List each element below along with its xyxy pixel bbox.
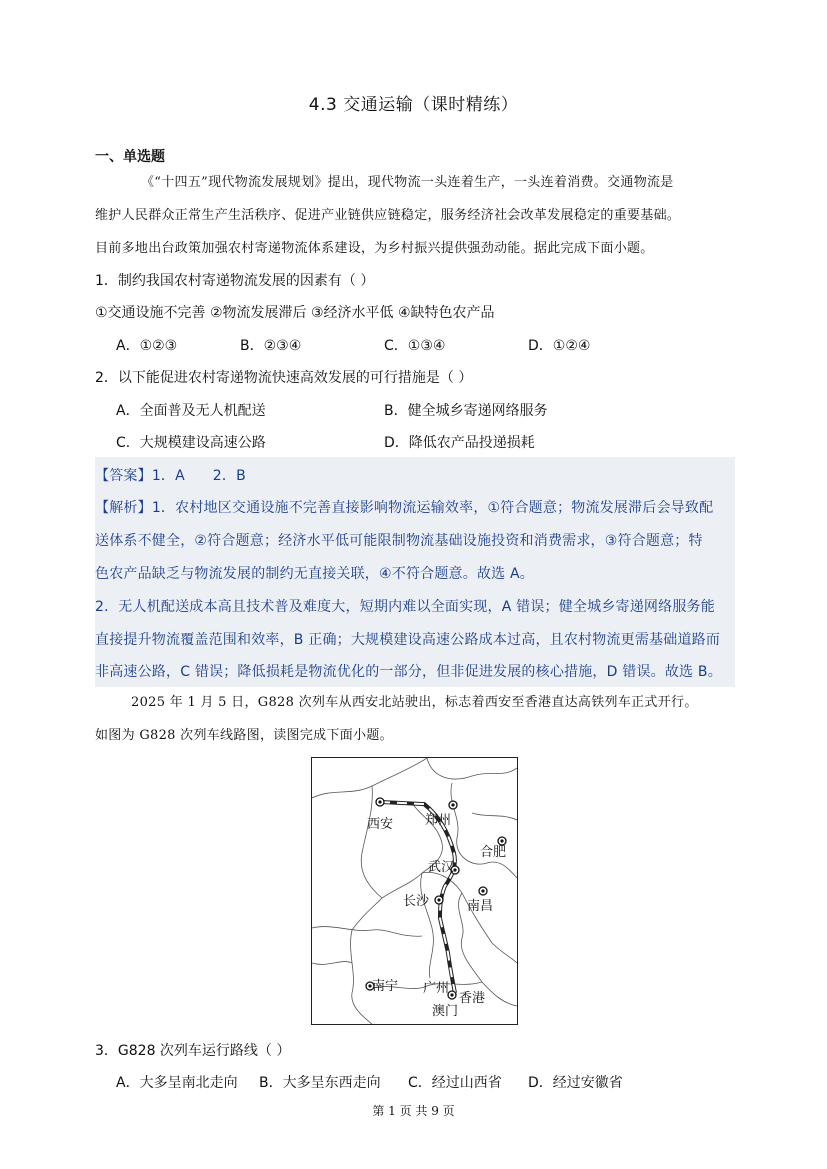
intro-line: 《“十四五”现代物流发展规划》提出，现代物流一头连着生产，一头连着消费。交通物流是 [141,175,674,190]
city-label-changsha: 长沙 [403,894,430,909]
q2-option-d[interactable]: D．降低农产品投递损耗 [384,435,535,451]
q2-option-b[interactable]: B．健全城乡寄递网络服务 [384,403,548,419]
q3-option-a[interactable]: A．大多呈南北走向 [116,1075,238,1091]
analysis-line: 2．无人机配送成本高且技术普及难度大，短期内难以全面实现，A 错误；健全城乡寄递网络服务能 [95,599,715,615]
q3-option-b[interactable]: B．大多呈东西走向 [259,1075,381,1091]
question-1-items: ①交通设施不完善 ②物流发展滞后 ③经济水平低 ④缺特色农产品 [95,305,495,321]
city-label-zhengzhou: 郑州 [425,813,452,828]
q2-option-c[interactable]: C．大规模建设高速公路 [116,435,266,451]
answer-line [95,465,735,485]
city-label-guangzhou: 广州 [423,981,450,996]
question-1-stem: 1．制约我国农村寄递物流发展的因素有（ ） [95,273,375,289]
q3-option-c[interactable]: C．经过山西省 [408,1075,502,1091]
answer-tag: 【答案】 [95,468,152,484]
analysis-tag: 【解析】 [95,500,152,516]
q2-option-a[interactable]: A．全面普及无人机配送 [116,403,266,419]
q3-option-d[interactable]: D．经过安徽省 [528,1075,623,1091]
intro-line: 维护人民群众正常生产生活秩序、促进产业链供应链稳定，服务经济社会改革发展稳定的重要基础。 [95,208,681,223]
analysis-line: 色农产品缺乏与物流发展的制约无直接关联，④不符合题意。故选 A。 [95,566,534,582]
city-label-nanning: 南宁 [372,979,399,994]
question-2-stem: 2．以下能促进农村寄递物流快速高效发展的可行措施是（ ） [95,370,473,386]
city-label-macau: 澳门 [432,1004,459,1019]
analysis-text: 1．农村地区交通设施不完善直接影响物流运输效率，①符合题意；物流发展滞后会导致配 [151,500,714,516]
intro-line: 2025 年 1 月 5 日，G828 次列车从西安北站驶出，标志着西安至香港直达高铁列车正式开行。 [131,695,698,710]
question-3-stem: 3．G828 次列车运行路线（ ） [95,1043,291,1059]
intro-line: 目前多地出台政策加强农村寄递物流体系建设，为乡村振兴提供强劲动能。据此完成下面小题。 [95,241,654,256]
intro-line: 如图为 G828 次列车线路图，读图完成下面小题。 [95,728,393,743]
page-footer: 第 1 页 共 9 页 [372,1104,455,1118]
city-label-nanchang: 南昌 [467,899,494,914]
city-label-xian: 西安 [367,817,394,832]
q1-option-c[interactable]: C．①③④ [384,338,446,354]
analysis-line [95,497,735,517]
q1-option-b[interactable]: B．②③④ [240,338,302,354]
analysis-line: 直接提升物流覆盖范围和效率，B 正确；大规模建设高速公路成本过高，且农村物流更需基础道路而 [95,632,721,648]
intro-paragraph-1 [95,166,735,265]
city-label-hefei: 合肥 [480,845,507,860]
analysis-line: 送体系不健全，②符合题意；经济水平低可能限制物流基础设施投资和消费需求，③符合题意；特 [95,533,703,549]
analysis-line: 非高速公路，C 错误；降低损耗是物流优化的一部分，但非促进发展的核心措施，D 错误。故选 B。 [95,664,722,680]
railway-route-map [311,757,518,1025]
page-title: 4.3 交通运输（课时精练） [308,95,519,115]
city-label-wuhan: 武汉 [428,860,455,875]
q1-option-d[interactable]: D．①②④ [528,338,591,354]
map-svg [312,758,517,1024]
intro-paragraph-2 [95,686,735,752]
q1-option-a[interactable]: A．①②③ [116,338,178,354]
section-heading: 一、单选题 [95,149,165,165]
city-label-hongkong: 香港 [459,991,486,1006]
answer-text: 1．A 2．B [151,468,246,484]
